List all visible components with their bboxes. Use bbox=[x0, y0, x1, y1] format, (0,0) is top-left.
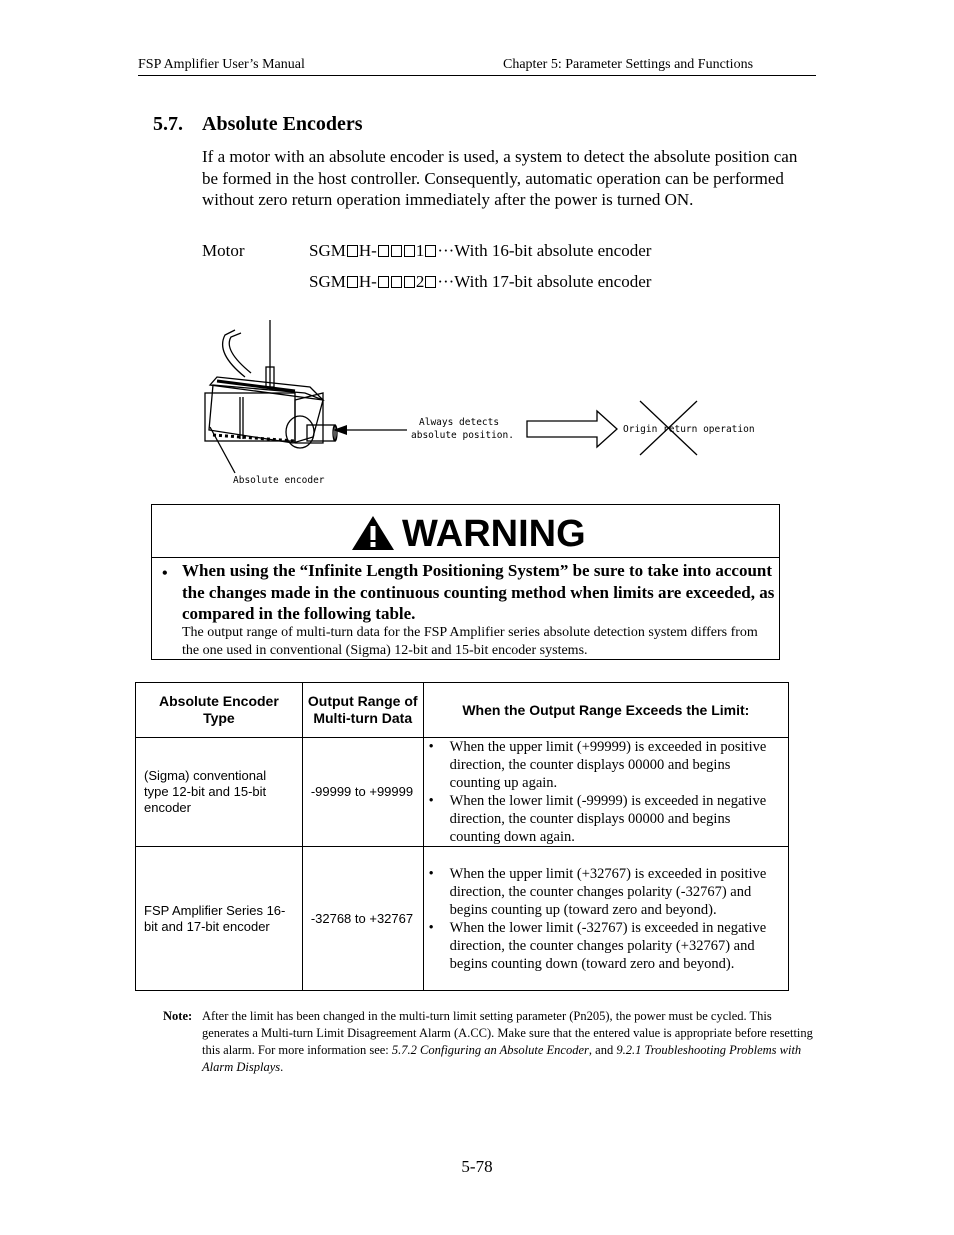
warning-detail-text: The output range of multi-turn data for the FSP Amplifier series absolute detection system differs from the one used in conventional (Sigma) 12-bit and 15-bit encoder systems. bbox=[182, 625, 758, 658]
warning-header bbox=[152, 505, 779, 558]
placeholder-box bbox=[404, 245, 415, 257]
motor-mid: H- bbox=[358, 272, 377, 291]
motor-suffix: ···With 16-bit absolute encoder bbox=[437, 241, 652, 260]
motor-prefix: SGM bbox=[309, 241, 346, 260]
placeholder-box bbox=[347, 245, 358, 257]
list-item: • When the lower limit (-32767) is exceeded in negative direction, the counter changes polarity (+32767) and begins counting down (toward zero and beyond). bbox=[450, 919, 784, 973]
note-text: . bbox=[280, 1060, 284, 1074]
motor-line-17bit bbox=[309, 272, 651, 292]
section-heading bbox=[153, 113, 363, 136]
absolute-position-text: absolute position. bbox=[411, 430, 514, 441]
note-ref-configuring: 5.7.2 Configuring an Absolute Encoder bbox=[391, 1043, 589, 1057]
warning-box bbox=[151, 504, 780, 660]
hollow-arrow bbox=[527, 411, 617, 447]
list-item: • When the upper limit (+99999) is exceeded in positive direction, the counter displays 00000 and begins counting up again. bbox=[450, 738, 784, 792]
page-number: 5-78 bbox=[461, 1157, 493, 1176]
motor-digit: 2 bbox=[415, 272, 425, 291]
note-text: , and bbox=[588, 1043, 617, 1057]
warning-title: WARNING bbox=[402, 513, 586, 555]
warning-triangle-icon bbox=[351, 515, 395, 551]
col-header-range: Output Range of Multi-turn Data bbox=[302, 683, 423, 738]
note-label: Note: bbox=[163, 1009, 193, 1023]
placeholder-box bbox=[391, 276, 402, 288]
cell-exceeds-list bbox=[423, 738, 788, 847]
list-item: • When the lower limit (-99999) is exceeded in negative direction, the counter displays 00000 and begins counting down again. bbox=[450, 792, 784, 846]
header-manual-title: FSP Amplifier User’s Manual bbox=[138, 57, 305, 72]
section-number: 5.7. bbox=[153, 113, 183, 135]
warning-bullet-icon: • bbox=[162, 565, 168, 582]
warning-bold-text: When using the “Infinite Length Positioning System” be sure to take into account the changes made in the continuous counting method when limits are exceeded, as compared in the following table. bbox=[182, 561, 775, 623]
motor-cable-2 bbox=[229, 333, 251, 373]
col-header-type: Absolute Encoder Type bbox=[136, 683, 303, 738]
list-item: • When the upper limit (+32767) is exceeded in positive direction, the counter changes polarity (-32767) and begins counting up (toward zero and beyond). bbox=[450, 865, 784, 919]
absolute-encoder-text: Absolute encoder bbox=[233, 475, 325, 486]
motor-prefix: SGM bbox=[309, 272, 346, 291]
cell-encoder-type: FSP Amplifier Series 16-bit and 17-bit encoder bbox=[136, 847, 303, 991]
placeholder-box bbox=[425, 245, 436, 257]
table-header-row bbox=[136, 683, 789, 738]
cell-output-range: -32768 to +32767 bbox=[302, 847, 423, 991]
placeholder-box bbox=[378, 245, 389, 257]
placeholder-box bbox=[404, 276, 415, 288]
table-row bbox=[136, 738, 789, 847]
note-ref-troubleshooting: 9.2.1 Troubleshooting Problems with Alarm Displays bbox=[202, 1043, 802, 1074]
origin-return-text: Origin return operation bbox=[623, 424, 755, 435]
encoder-comparison-table bbox=[135, 682, 789, 991]
always-detects-text: Always detects bbox=[419, 417, 500, 428]
note-text: After the limit has been changed in the multi-turn limit setting parameter (Pn205), the power must be cycled. This generates a Multi-turn Limit Disagreement Alarm (A.CC). Make sure that the entered value is appropriate before resetting this alarm. For more information see: bbox=[202, 1009, 813, 1057]
motor-label: Motor bbox=[202, 241, 245, 260]
intro-paragraph: If a motor with an absolute encoder is used, a system to detect the absolute position can be formed in the host controller. Consequently, automatic operation can be performed without zero return operation immediately after the power is turned ON. bbox=[202, 147, 798, 209]
col-header-exceeds: When the Output Range Exceeds the Limit: bbox=[423, 683, 788, 738]
motor-cable bbox=[223, 330, 245, 377]
note-block bbox=[163, 1008, 818, 1076]
cell-encoder-type: (Sigma) conventional type 12-bit and 15-bit encoder bbox=[136, 738, 303, 847]
header-rule bbox=[138, 75, 816, 76]
motor-figure bbox=[195, 315, 765, 490]
placeholder-box bbox=[378, 276, 389, 288]
header-chapter-title: Chapter 5: Parameter Settings and Functions bbox=[503, 57, 754, 72]
note-body bbox=[202, 1008, 818, 1076]
cell-exceeds-list bbox=[423, 847, 788, 991]
motor-suffix: ···With 17-bit absolute encoder bbox=[437, 272, 652, 291]
placeholder-box bbox=[347, 276, 358, 288]
table-row bbox=[136, 847, 789, 991]
motor-digit: 1 bbox=[415, 241, 425, 260]
motor-body bbox=[205, 377, 337, 448]
section-title: Absolute Encoders bbox=[202, 113, 363, 135]
motor-line-16bit bbox=[309, 241, 651, 261]
placeholder-box bbox=[425, 276, 436, 288]
placeholder-box bbox=[391, 245, 402, 257]
motor-mid: H- bbox=[358, 241, 377, 260]
cell-output-range: -99999 to +99999 bbox=[302, 738, 423, 847]
